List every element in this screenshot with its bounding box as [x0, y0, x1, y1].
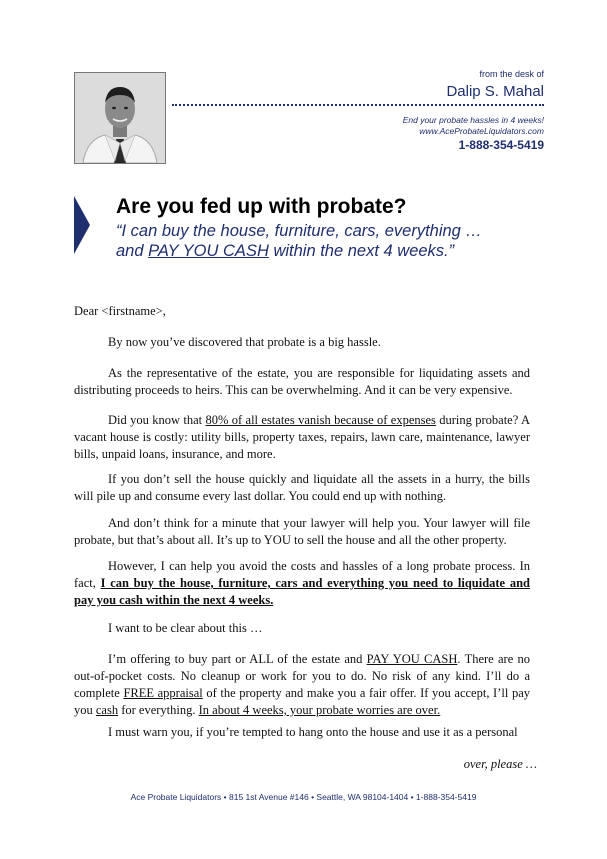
paragraph-1: By now you’ve discovered that probate is a big hassle.: [108, 335, 381, 349]
headline-subtitle-line1: “I can buy the house, furniture, cars, everything …: [116, 222, 482, 240]
estates-vanish-emphasis: 80% of all estates vanish because of expenses: [205, 413, 436, 427]
paragraph-4: If you don’t sell the house quickly and liquidate all the assets in a hurry, the bills will pile up and consume every last dollar. You could end up with nothing.: [74, 472, 530, 503]
paragraph-7: I want to be clear about this …: [108, 621, 263, 635]
pay-you-cash-underline: PAY YOU CASH: [366, 652, 458, 666]
website-link[interactable]: www.AceProbateLiquidators.com: [419, 126, 544, 136]
tagline: End your probate hassles in 4 weeks!: [402, 115, 544, 125]
phone-number: 1-888-354-5419: [458, 138, 544, 152]
author-photo: [74, 72, 166, 164]
cash-underline: cash: [95, 703, 119, 717]
paragraph-8: I’m offering to buy part or ALL of the estate and PAY YOU CASH. There are no out-of-pocket costs. No cleanup or work for you to do. No risk of any kind. I’ll do a complete FREE appraisal of the property and make you a fair offer. If you accept, I’ll pay you cash for everything. In about 4 weeks, your probate worries are over.: [74, 652, 531, 717]
paragraph-5: And don’t think for a minute that your lawyer will help you. Your lawyer will file probate, but that’s about all. It’s up to YOU to sell the house and all the other property.: [74, 516, 530, 547]
pay-you-cash-emphasis: PAY YOU CASH: [148, 242, 269, 260]
free-appraisal-underline: FREE appraisal: [123, 686, 203, 700]
buy-everything-emphasis: I can buy the house, furniture, cars and everything you need to liquidate and pay you cash within the next 4 weeks.: [74, 576, 530, 607]
from-desk-label: from the desk of: [479, 69, 544, 79]
paragraph-6: However, I can help you avoid the costs and hassles of a long probate process. In fact, I can buy the house, furniture, cars and everything you need to liquidate and pay you cash within the next 4 weeks.: [74, 559, 530, 607]
paragraph-2: As the representative of the estate, you are responsible for liquidating assets and distributing proceeds to heirs. This can be overwhelming. And it can be very expensive.: [74, 366, 530, 397]
paragraph-3: Did you know that 80% of all estates vanish because of expenses during probate? A vacant house is costly: utility bills, property taxes, repairs, lawn care, maintenance, lawyer bills, unpaid loans, insurance, and more.: [74, 413, 530, 461]
triangle-arrow-icon: [74, 196, 90, 254]
salutation: Dear <firstname>,: [74, 304, 166, 318]
footer-address: Ace Probate Liquidators • 815 1st Avenue #146 • Seattle, WA 98104-1404 • 1-888-354-5419: [130, 792, 477, 802]
paragraph-9: I must warn you, if you’re tempted to hang onto the house and use it as a personal: [108, 725, 518, 739]
headline-title: Are you fed up with probate?: [116, 195, 407, 218]
over-please-note: over, please …: [463, 757, 537, 771]
headline-subtitle-line2: and PAY YOU CASH within the next 4 weeks.”: [116, 242, 455, 260]
probate-worries-over-underline: In about 4 weeks, your probate worries are over.: [198, 703, 441, 717]
header-dotted-rule: [172, 104, 544, 106]
author-name: Dalip S. Mahal: [446, 83, 544, 100]
portrait-image: [75, 73, 165, 163]
